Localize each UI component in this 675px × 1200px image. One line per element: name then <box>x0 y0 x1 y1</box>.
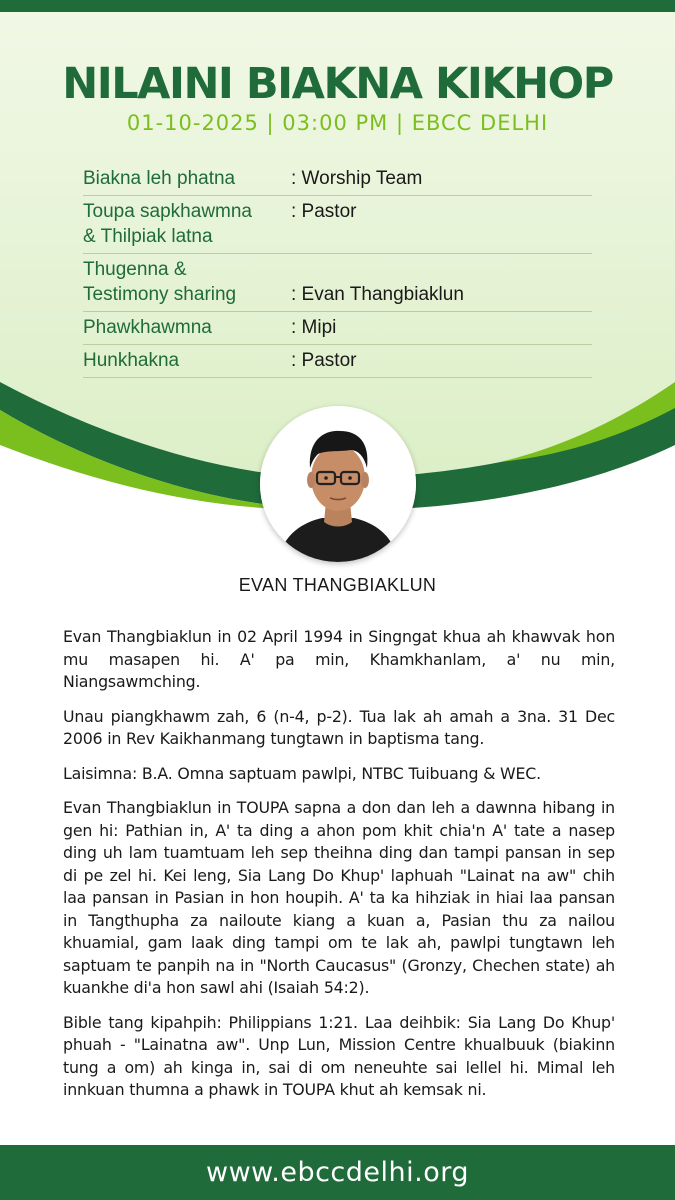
speaker-biography <box>63 626 615 1114</box>
bio-paragraph: Unau piangkhawm zah, 6 (n-4, p-2). Tua lak ah amah a 3na. 31 Dec 2006 in Rev Kaikhanmang tungtawn in baptisma tang. <box>63 706 615 748</box>
program-table <box>83 163 592 378</box>
bio-paragraph: Evan Thangbiaklun in TOUPA sapna a don dan leh a dawnna hibang in gen hi: Pathian in, A' ta ding a ahon pom khit chia'n A' tate a nasep ding uh lam tuamtuam leh sep theihna ding dan tampi pansan in sep di pe zel hi. Kei leng, Sia Lang Do Khup' laphuah "Lainat na aw" chih laa pansan in Pasian in hon houpih. A' ta ka hihziak in hiai laa pansan in Tangthupha za nailoute kiang a kuan a, Pasian thu za nailou khuamial, gam laak ding tampi om te lak ah, pawlpi tungtawn leh saptuam te panpih na in "North Caucasus" (Gronzy, Chechen state) ah kuankhe di'a hon sawl ahi (Isaiah 54:2). <box>63 798 615 997</box>
bio-paragraph: Laisimna: B.A. Omna saptuam pawlpi, NTBC Tuibuang & WEC. <box>63 763 541 783</box>
bio-paragraph: Evan Thangbiaklun in 02 April 1994 in Singngat khua ah khawvak hon mu masapen hi. A' pa min, Khamkhanlam, a' nu min, Niangsawmching. <box>63 627 615 691</box>
bio-paragraph: Bible tang kipahpih: Philippians 1:21. Laa deihbik: Sia Lang Do Khup' phuah - "Lainatna aw". Unp Lun, Mission Centre khualbuuk (biakinn tung a om) ah kinga in, sai di om neneuhte sai lellel hi. Mimal leh innkuan thumna a phawk in TOUPA khut ah kemsak ni. <box>63 1012 615 1099</box>
program-value: : Evan Thangbiaklun <box>291 284 464 305</box>
program-row <box>83 312 592 345</box>
program-label: Phawkhawmna <box>83 317 212 338</box>
program-value: : Mipi <box>291 317 337 338</box>
program-label: Biakna leh phatna <box>83 168 236 189</box>
speaker-avatar <box>260 406 416 562</box>
program-value: : Pastor <box>291 350 357 371</box>
event-title: NILAINI BIAKNA KIKHOP <box>62 59 613 109</box>
website-link[interactable]: www.ebccdelhi.org <box>205 1157 470 1188</box>
footer-bar <box>0 1145 675 1200</box>
program-row <box>83 345 592 378</box>
speaker-name: EVAN THANGBIAKLUN <box>238 575 437 595</box>
program-label: Hunkhakna <box>83 350 180 371</box>
speaker-photo <box>260 406 416 562</box>
program-value: : Pastor <box>291 201 357 222</box>
program-label: Toupa sapkhawmna & Thilpiak latna <box>83 201 252 247</box>
program-row <box>83 196 592 254</box>
program-label: Thugenna & Testimony sharing <box>83 259 237 305</box>
program-row <box>83 254 592 312</box>
event-subtitle: 01-10-2025 | 03:00 PM | EBCC DELHI <box>126 111 549 135</box>
program-value: : Worship Team <box>291 168 423 189</box>
program-row <box>83 163 592 196</box>
